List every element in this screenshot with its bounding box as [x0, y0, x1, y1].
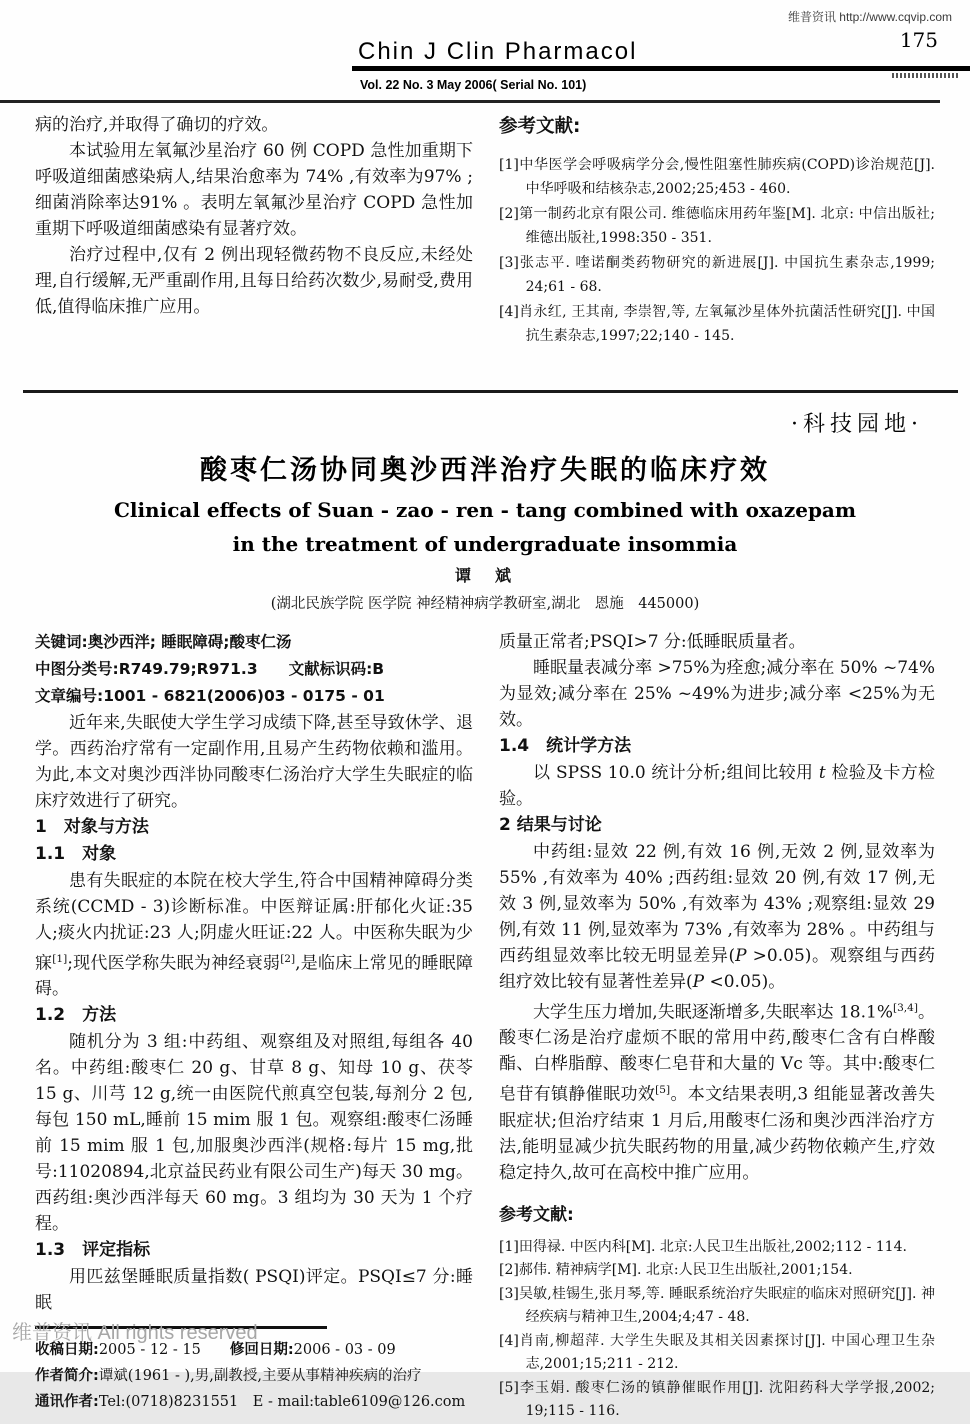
references-heading: 参考文献: [499, 1204, 574, 1225]
meta-line: 关键词:奥沙西泮; 睡眠障碍;酸枣仁汤 [35, 632, 292, 651]
paragraph: 近年来,失眠使大学生学习成绩下降,甚至导致休学、退学。西药治疗常有一定副作用,且易产生药物依赖和滥用。为此,本文对奥沙西泮协同酸枣仁汤治疗大学生失眠症的临床疗效进行了研究。 [35, 712, 473, 811]
reference-item: [1]中华医学会呼吸病学分会,慢性阻塞性肺疾病(COPD)诊治规范[J]. 中华呼吸和结核杂志,2002;25;453 - 460. [499, 157, 935, 197]
article2-right-body [499, 629, 935, 1186]
footnote-block [35, 1337, 473, 1415]
article1-references [499, 154, 935, 348]
footnote-line: 收稿日期:2005 - 12 - 15 修回日期:2006 - 03 - 09 [35, 1341, 396, 1358]
meta-line: 中图分类号:R749.79;R971.3 文献标识码:B [35, 659, 385, 678]
paragraph: 用匹兹堡睡眠质量指数( PSQI)评定。PSQI≤7 分:睡眠 [35, 1267, 473, 1314]
paragraph: 1 对象与方法 [35, 816, 149, 837]
reference-item: [1]田得禄. 中医内科[M]. 北京:人民卫生出版社,2002;112 - 114. [499, 1238, 907, 1255]
footnote-line: 作者简介:谭斌(1961 - ),男,副教授,主要从事精神疾病的治疗 [35, 1367, 422, 1384]
author-name: 谭 斌 [454, 565, 515, 585]
paragraph: 病的治疗,并取得了确切的疗效。 [35, 115, 279, 135]
reference-item: [3]吴敏,桂锡生,张月琴,等. 睡眠系统治疗失眠症的临床对照研究[J]. 神经疾病与精神卫生,2004;4;47 - 48. [499, 1285, 935, 1326]
article2-right-column [499, 629, 935, 1424]
paragraph: 治疗过程中,仅有 2 例出现轻微药物不良反应,未经处理,自行缓解,无严重副作用,且每日给药次数少,易耐受,费用低,值得临床推广应用。 [35, 245, 473, 317]
paragraph: 睡眠量表减分率 >75%为痊愈;减分率在 50% ~74% 为显效;减分率在 25% ~49%为进步;减分率 <25%为无效。 [499, 657, 935, 730]
article1-right-column [499, 112, 935, 380]
article1-left-column [35, 112, 473, 380]
page-number: 175 [899, 28, 938, 52]
article-title-cn: 酸枣仁汤协同奥沙西泮治疗失眠的临床疗效 [200, 454, 770, 486]
article2-columns [35, 629, 935, 1424]
footnote-line: 通讯作者:Tel:(0718)8231551 E - mail:table6109@126.com [35, 1393, 466, 1410]
paragraph: 1.2 方法 [35, 1005, 117, 1026]
meta-line: 文章编号:1001 - 6821(2006)03 - 0175 - 01 [35, 686, 385, 705]
paragraph: 中药组:显效 22 例,有效 16 例,无效 2 例,显效率为 55% ,有效率为 40% ;西药组:显效 20 例,有效 17 例,无效 3 例,显效率为 50% ,有效率为 43% ;观察组:显效 29 例,有效 11 例,显效率为 73% ,有效率为 28% 。中药组与西药组显效率比较无明显差异(P >0.05)。观察组与西药组疗效比较有显著性差异(P <0.05)。 [499, 841, 935, 992]
article-title-en-line2: in the treatment of undergraduate insommia [232, 531, 738, 556]
article1-columns [35, 112, 935, 380]
reference-item: [2]第一制药北京有限公司. 维德临床用药年鉴[M]. 北京: 中信出版社;维德出版社,1998:350 - 351. [499, 206, 935, 246]
article-title-en-line1: Clinical effects of Suan - zao - ren - tang combined with oxazepam [113, 497, 857, 522]
article2-references [499, 1236, 935, 1424]
paragraph: 以 SPSS 10.0 统计分析;组间比较用 t 检验及卡方检验。 [499, 762, 936, 809]
paragraph: 1.4 统计学方法 [499, 735, 632, 756]
page-content [35, 112, 935, 1424]
watermark-bottom: 维普资讯 All rights reserved [12, 1322, 258, 1344]
reference-item: [5]李玉娟. 酸枣仁汤的镇静催眠作用[J]. 沈阳药科大学学报,2002; 19;115 - 116. [499, 1379, 935, 1420]
paragraph: 患有失眠症的本院在校大学生,符合中国精神障碍分类系统(CCMD - 3)诊断标准。中医辩证属:肝郁化火证:35 人;痰火内扰证:23 人;阴虚火旺证:22 人。中医称失眠为少寐[1];现代医学称失眠为神经衰弱[2],是临床上常见的睡眠障碍。 [35, 870, 474, 1000]
header-rule-thick [352, 66, 970, 71]
references-heading: 参考文献: [499, 116, 581, 137]
article-meta-block [35, 629, 473, 710]
paragraph: 随机分为 3 组:中药组、观察组及对照组,每组各 40 名。中药组:酸枣仁 20 g、甘草 8 g、知母 10 g、茯苓 15 g、川芎 12 g,统一由医院代煎真空包装,每剂分 2 包,每包 150 mL,睡前 15 mim 服 1 包。观察组:酸枣仁汤睡前 15 mim 服 1 包,加服奥沙西泮(规格:每片 15 mg,批号:11020894,北京益民药业有限公司生产)每天 30 mg。西药组:奥沙西泮每天 60 mg。3 组均为 30 天为 1 个疗程。 [35, 1032, 473, 1235]
article2-left-column [35, 629, 473, 1424]
section-label: ·科技园地· [791, 411, 923, 437]
reference-item: [4]肖永红, 王其南, 李崇智,等, 左氧氟沙星体外抗菌活性研究[J]. 中国抗生素杂志,1997;22;140 - 145. [499, 304, 935, 344]
paragraph: 质量正常者;PSQI>7 分:低睡眠质量者。 [499, 631, 806, 652]
paragraph: 1.3 评定指标 [35, 1240, 151, 1261]
issue-line: Vol. 22 No. 3 May 2006( Serial No. 101) [360, 78, 587, 92]
journal-title: Chin J Clin Pharmacol [358, 38, 638, 65]
reference-item: [4]肖南,柳超萍. 大学生失眠及其相关因素探讨[J]. 中国心理卫生杂志,2001;15;211 - 212. [499, 1332, 935, 1373]
page-number-underline [892, 73, 960, 78]
paragraph: 本试验用左氧氟沙星治疗 60 例 COPD 急性加重期下呼吸道细菌感染病人,结果治愈率为 74% ,有效率为97% ;细菌消除率达91% 。表明左氧氟沙星治疗 COPD 急性加重期下呼吸道细菌感染有显著疗效。 [35, 141, 473, 239]
paragraph: 2 结果与讨论 [499, 814, 602, 835]
reference-item: [3]张志平. 喹诺酮类药物研究的新进展[J]. 中国抗生素杂志,1999; 24;61 - 68. [499, 255, 935, 295]
paragraph: 1.1 对象 [35, 843, 117, 864]
author-affiliation: (湖北民族学院 医学院 神经精神病学教研室,湖北 恩施 445000) [270, 595, 700, 612]
article-divider-rule [23, 390, 958, 393]
paragraph: 大学生压力增加,失眠逐渐增多,失眠率达 18.1%[3,4]。酸枣仁汤是治疗虚烦不眠的常用中药,酸枣仁含有白桦酸酯、白桦脂醇、酸枣仁皂苷和大量的 Vc 等。其中:酸枣仁皂苷有镇静催眠功效[5]。本文结果表明,3 组能显著改善失眠症状;但治疗结束 1 月后,用酸枣仁汤和奥沙西泮治疗方法,能明显减少抗失眠药物的用量,减少药物依赖产生,疗效稳定持久,故可在高校中推广应用。 [499, 1001, 936, 1183]
reference-item: [2]郝伟. 精神病学[M]. 北京:人民卫生出版社,2001;154. [499, 1262, 853, 1279]
watermark-top: 维普资讯 http://www.cqvip.com [787, 10, 952, 24]
article2-left-body [35, 710, 473, 1317]
header-rule-thin [0, 100, 940, 103]
